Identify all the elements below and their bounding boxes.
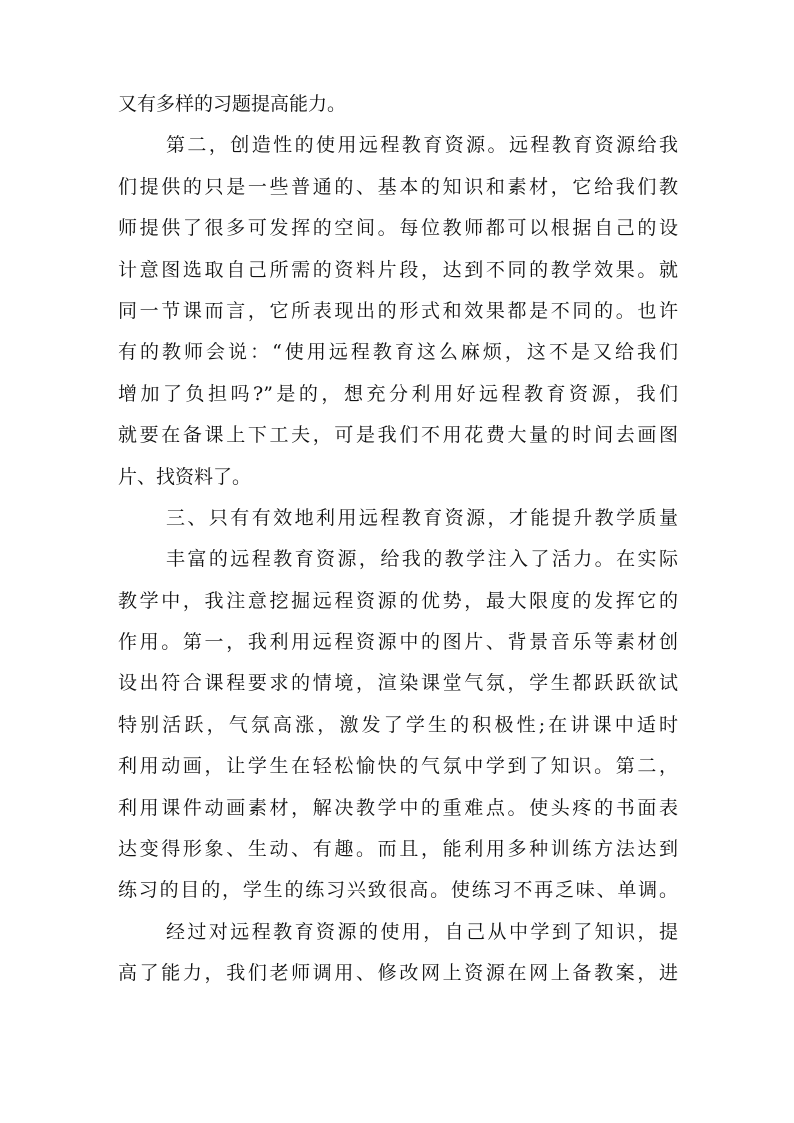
text-line: 们提供的只是一些普通的、基本的知识和素材，它给我们教 — [118, 175, 678, 198]
text-line: 利用课件动画素材，解决教学中的重难点。使头疼的书面表 — [118, 796, 678, 819]
text-line: 特别活跃，气氛高涨，激发了学生的积极性;在讲课中适时 — [118, 713, 678, 736]
text-line: 练习的目的，学生的练习兴致很高。使练习不再乏味、单调。 — [118, 879, 678, 902]
text-line: 同一节课而言，它所表现出的形式和效果都是不同的。也许 — [118, 299, 678, 322]
text-line: 师提供了很多可发挥的空间。每位教师都可以根据自己的设 — [118, 217, 678, 240]
text-line: 计意图选取自己所需的资料片段，达到不同的教学效果。就 — [118, 258, 678, 281]
text-line: 达变得形象、生动、有趣。而且，能利用多种训练方法达到 — [118, 838, 678, 861]
text-line: 第二，创造性的使用远程教育资源。远程教育资源给我 — [166, 134, 678, 157]
text-line: 高了能力，我们老师调用、修改网上资源在网上备教案，进 — [118, 962, 678, 985]
text-line: 利用动画，让学生在轻松愉快的气氛中学到了知识。第二， — [118, 755, 678, 778]
text-line: 丰富的远程教育资源，给我的教学注入了活力。在实际 — [166, 548, 678, 571]
text-line: 增加了负担吗?”是的，想充分利用好远程教育资源，我们 — [118, 382, 678, 405]
text-line: 有的教师会说：“使用远程教育这么麻烦，这不是又给我们 — [118, 341, 678, 364]
text-line: 三、只有有效地利用远程教育资源，才能提升教学质量 — [166, 506, 678, 529]
text-line: 又有多样的习题提高能力。 — [118, 93, 347, 115]
text-line: 设出符合课程要求的情境，渲染课堂气氛，学生都跃跃欲试 — [118, 672, 678, 695]
text-line: 作用。第一，我利用远程资源中的图片、背景音乐等素材创 — [118, 631, 678, 654]
text-line: 片、找资料了。 — [118, 465, 252, 488]
text-line: 教学中，我注意挖掘远程资源的优势，最大限度的发挥它的 — [118, 589, 678, 612]
text-line: 就要在备课上下工夫，可是我们不用花费大量的时间去画图 — [118, 424, 678, 447]
document-body — [118, 84, 678, 995]
text-line: 经过对远程教育资源的使用，自己从中学到了知识，提 — [166, 920, 678, 943]
